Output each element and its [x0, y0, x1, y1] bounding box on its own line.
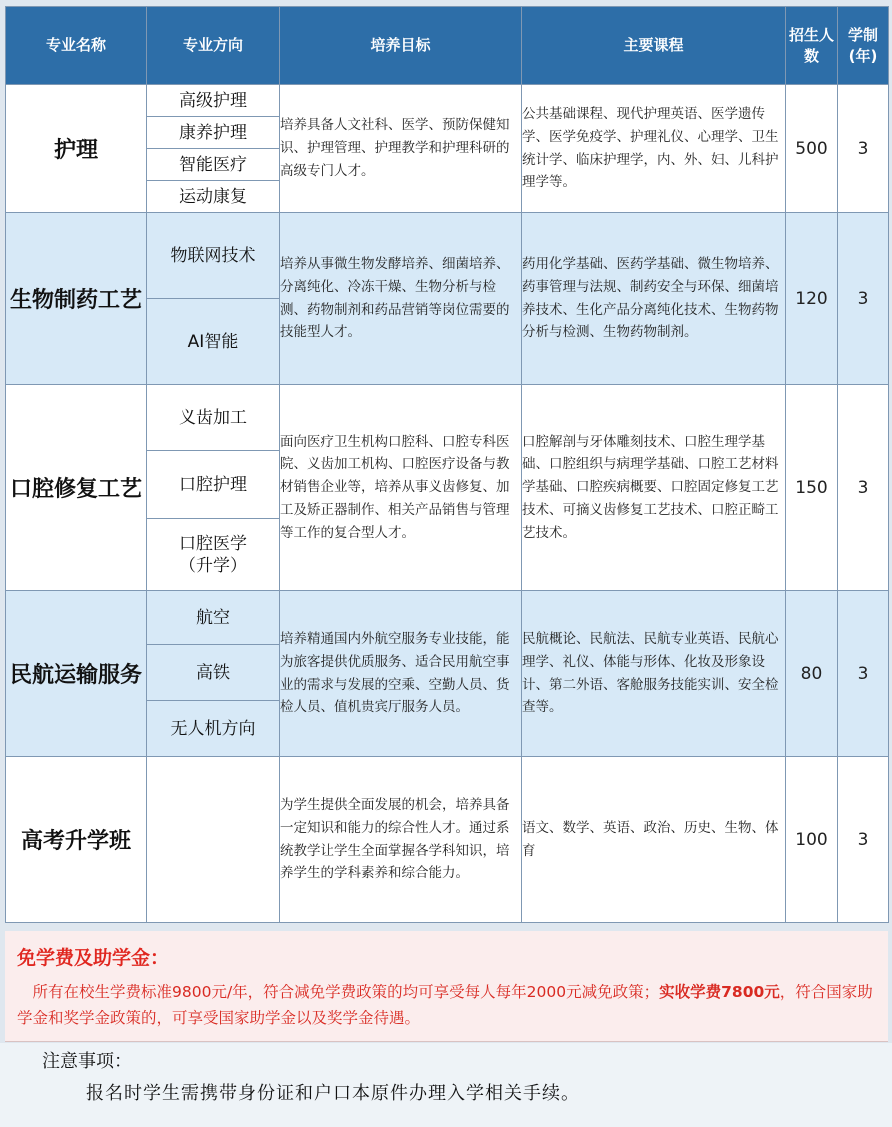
years-cell: 3	[838, 213, 889, 385]
goal-cell: 为学生提供全面发展的机会，培养具备一定知识和能力的综合性人才。通过系统教学让学生全面掌握各学科知识，培养学生的学科素养和综合能力。	[280, 757, 522, 923]
table-header-row	[6, 7, 889, 85]
years-cell: 3	[838, 591, 889, 757]
years-cell: 3	[838, 85, 889, 213]
direction-cell: AI智能	[147, 299, 280, 385]
direction-cell: 口腔护理	[147, 451, 280, 519]
enroll-cell: 150	[786, 385, 838, 591]
direction-cell: 义齿加工	[147, 385, 280, 451]
direction-cell: 口腔医学（升学）	[147, 519, 280, 591]
notice-title: 免学费及助学金：	[17, 947, 170, 969]
notice-text-part1: 所有在校生学费标准9800元/年，符合减免学费政策的均可享受每人每年2000元减免政策；	[32, 983, 660, 1001]
header-years: 学制(年)	[838, 7, 889, 85]
direction-cell: 智能医疗	[147, 149, 280, 181]
major-name: 民航运输服务	[6, 591, 147, 757]
goal-cell: 培养从事微生物发酵培养、细菌培养、分离纯化、冷冻干燥、生物分析与检测、药物制剂和药品营销等岗位需要的技能型人才。	[280, 213, 522, 385]
major-name: 口腔修复工艺	[6, 385, 147, 591]
courses-cell: 公共基础课程、现代护理英语、医学遗传学、医学免疫学、护理礼仪、心理学、卫生统计学、临床护理学，内、外、妇、儿科护理学等。	[522, 85, 786, 213]
table-row	[6, 385, 889, 451]
header-goal: 培养目标	[280, 7, 522, 85]
goal-cell: 面向医疗卫生机构口腔科、口腔专科医院、义齿加工机构、口腔医疗设备与教材销售企业等，培养从事义齿修复、加工及矫正器制作、相关产品销售与管理等工作的复合型人才。	[280, 385, 522, 591]
notice-text-part2: ，符合国家助学金和奖学金政策的，可享受国家助学金以及奖学金待遇。	[17, 983, 873, 1027]
direction-cell: 无人机方向	[147, 701, 280, 757]
enroll-cell: 80	[786, 591, 838, 757]
table-row	[6, 591, 889, 645]
header-direction: 专业方向	[147, 7, 280, 85]
direction-cell	[147, 757, 280, 923]
direction-cell: 物联网技术	[147, 213, 280, 299]
table-row	[6, 85, 889, 117]
years-cell: 3	[838, 757, 889, 923]
header-major: 专业名称	[6, 7, 147, 85]
major-name: 生物制药工艺	[6, 213, 147, 385]
program-table	[5, 6, 889, 923]
direction-cell: 高级护理	[147, 85, 280, 117]
courses-cell: 语文、数学、英语、政治、历史、生物、体育	[522, 757, 786, 923]
major-name: 高考升学班	[6, 757, 147, 923]
goal-cell: 培养具备人文社科、医学、预防保健知识、护理管理、护理教学和护理科研的高级专门人才。	[280, 85, 522, 213]
major-name: 护理	[6, 85, 147, 213]
direction-cell: 高铁	[147, 645, 280, 701]
courses-cell: 药用化学基础、医药学基础、微生物培养、药事管理与法规、制药安全与环保、细菌培养技术、生化产品分离纯化技术、生物药物分析与检测、生物药物制剂。	[522, 213, 786, 385]
enroll-cell: 120	[786, 213, 838, 385]
table-row	[6, 213, 889, 299]
tuition-notice	[5, 931, 888, 1042]
courses-cell: 口腔解剖与牙体雕刻技术、口腔生理学基础、口腔组织与病理学基础、口腔工艺材料学基础、口腔疾病概要、口腔固定修复工艺技术、可摘义齿修复工艺技术、口腔正畸工艺技术。	[522, 385, 786, 591]
enroll-cell: 100	[786, 757, 838, 923]
notice-body	[17, 979, 883, 1031]
attention-footer	[0, 1043, 892, 1127]
direction-cell: 航空	[147, 591, 280, 645]
courses-cell: 民航概论、民航法、民航专业英语、民航心理学、礼仪、体能与形体、化妆及形象设计、第二外语、客舱服务技能实训、安全检查等。	[522, 591, 786, 757]
notice-text-strong: 实收学费7800元	[659, 983, 780, 1001]
direction-cell: 运动康复	[147, 181, 280, 213]
enroll-cell: 500	[786, 85, 838, 213]
goal-cell: 培养精通国内外航空服务专业技能，能为旅客提供优质服务、适合民用航空事业的需求与发展的空乘、空勤人员、货检人员、值机贵宾厅服务人员。	[280, 591, 522, 757]
footer-title: 注意事项：	[42, 1051, 132, 1072]
footer-body: 报名时学生需携带身份证和户口本原件办理入学相关手续。	[86, 1083, 580, 1104]
header-enroll: 招生人数	[786, 7, 838, 85]
years-cell: 3	[838, 385, 889, 591]
direction-cell: 康养护理	[147, 117, 280, 149]
table-row	[6, 757, 889, 923]
header-courses: 主要课程	[522, 7, 786, 85]
